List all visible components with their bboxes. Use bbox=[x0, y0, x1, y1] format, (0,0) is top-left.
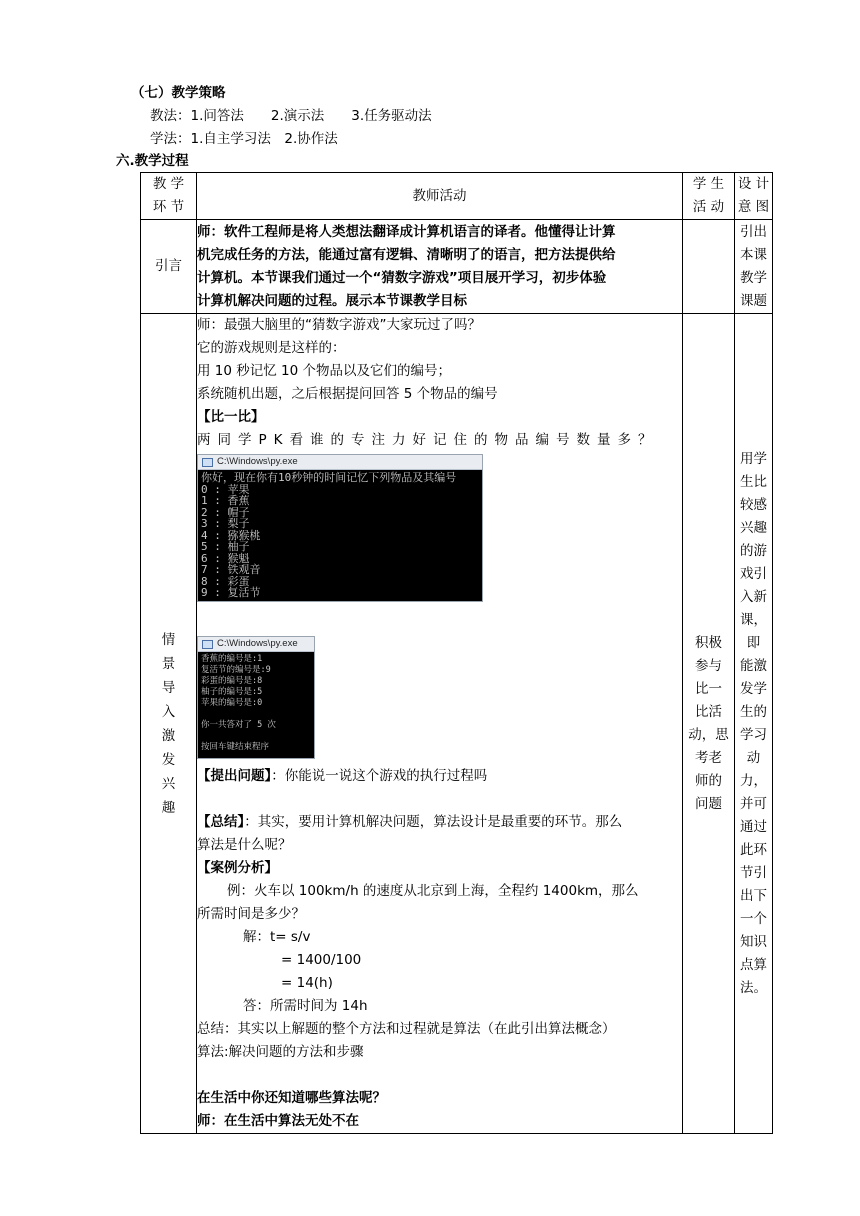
conclusion-line: 算法:解决问题的方法和步骤 bbox=[197, 1044, 364, 1060]
purpose-line: 用学 bbox=[740, 450, 767, 467]
section-heading-strategy: （七）教学策略 bbox=[131, 85, 226, 101]
intro-line: 它的游戏规则是这样的： bbox=[197, 340, 346, 356]
student-line: 问题 bbox=[695, 795, 722, 812]
header-purpose-line1: 设 计 bbox=[737, 176, 770, 192]
student-line: 动，思 bbox=[688, 726, 729, 743]
case-line: 所需时间是多少？ bbox=[197, 906, 305, 922]
stage-char: 兴 bbox=[161, 775, 176, 792]
header-student-activity bbox=[683, 173, 735, 220]
console-line: 8 : 彩蛋 bbox=[201, 574, 250, 588]
console-line: 4 : 猕猴桃 bbox=[201, 528, 261, 542]
summary-text: ：其实，要用计算机解决问题，算法设计是最重要的环节。那么 bbox=[244, 814, 623, 830]
console-body bbox=[198, 652, 314, 755]
stage-char: 趣 bbox=[161, 799, 176, 816]
console-line: 柚子的编号是:5 bbox=[201, 687, 263, 697]
stage-intro: 引言 bbox=[141, 220, 197, 314]
header-student-line1: 学 生 bbox=[692, 176, 725, 192]
blank-line bbox=[197, 788, 682, 811]
console-line: 7 : 铁观音 bbox=[201, 563, 261, 576]
summary-line bbox=[197, 811, 682, 834]
table-header-row bbox=[141, 173, 773, 220]
intro-line: 系统随机出题，之后根据提问回答 5 个物品的编号 bbox=[197, 386, 498, 402]
header-stage bbox=[141, 173, 197, 220]
console-line: 苹果的编号是:0 bbox=[201, 698, 263, 708]
console-title: C:\Windows\py.exe bbox=[217, 638, 298, 649]
student-line: 参与 bbox=[695, 657, 722, 674]
stage-char: 情 bbox=[161, 631, 176, 648]
intro-line: 计算机解决问题的过程。展示本节课教学目标 bbox=[197, 292, 467, 309]
stage-char: 激 bbox=[161, 727, 176, 744]
window-icon bbox=[202, 458, 213, 467]
purpose-line: 一个 bbox=[740, 910, 767, 927]
stage-char: 景 bbox=[161, 655, 176, 672]
console-line bbox=[201, 709, 311, 720]
intro-line: 师：软件工程师是将人类想法翻译成计算机语言的译者。他懂得让计算 bbox=[197, 223, 616, 240]
console-line: 1 : 香蕉 bbox=[201, 494, 250, 507]
purpose-line: 入新 bbox=[740, 588, 767, 605]
purpose-line: 点算 bbox=[740, 956, 767, 973]
header-purpose-line2: 意 图 bbox=[737, 199, 770, 215]
spacer bbox=[197, 602, 682, 636]
header-stage-line2: 环 节 bbox=[152, 199, 185, 215]
header-teacher-activity: 教师活动 bbox=[197, 173, 683, 220]
purpose-line: 兴趣 bbox=[740, 519, 767, 536]
console-line: 香蕉的编号是:1 bbox=[201, 654, 263, 664]
blank-line bbox=[197, 1064, 682, 1087]
purpose-line: 知识 bbox=[740, 933, 767, 950]
intro-design-purpose bbox=[735, 220, 773, 314]
console-line: 2 : 帽子 bbox=[201, 505, 250, 519]
intro-line: 师：最强大脑里的“猜数字游戏”大家玩过了吗？ bbox=[197, 317, 481, 333]
life-question: 在生活中你还知道哪些算法呢？ bbox=[197, 1090, 386, 1106]
stage-scenario bbox=[141, 314, 197, 1134]
purpose-line: 并可 bbox=[740, 795, 767, 812]
purpose-line: 生比 bbox=[740, 473, 767, 490]
purpose-line: 出下 bbox=[740, 887, 767, 904]
student-line: 比活 bbox=[695, 703, 722, 720]
intro-line: 用 10 秒记忆 10 个物品以及它们的编号； bbox=[197, 363, 452, 379]
answer-line: 答：所需时间为 14h bbox=[243, 998, 368, 1014]
conclusion-line: 总结：其实以上解题的整个方法和过程就是算法（在此引出算法概念） bbox=[197, 1021, 616, 1037]
console-line: 3 : 梨子 bbox=[201, 517, 250, 530]
header-design-purpose bbox=[735, 173, 773, 220]
console-line: 复活节的编号是:9 bbox=[201, 665, 271, 675]
console-window-answers bbox=[197, 636, 315, 759]
console-line: 6 : 猴魁 bbox=[201, 551, 250, 565]
console-line: 你一共答对了 5 次 bbox=[201, 720, 276, 730]
stage-char: 发 bbox=[161, 751, 176, 768]
purpose-line: 课，即 bbox=[740, 611, 767, 651]
solution-line: = 1400/100 bbox=[281, 952, 362, 968]
console-line: 彩蛋的编号是:8 bbox=[201, 676, 263, 686]
teacher-final: 师：在生活中算法无处不在 bbox=[197, 1113, 359, 1129]
console-titlebar bbox=[198, 455, 482, 470]
console-line: 按回车键结束程序 bbox=[201, 742, 270, 752]
learning-methods: 学法：1.自主学习法 2.协作法 bbox=[150, 131, 338, 147]
intro-teacher-activity bbox=[197, 220, 683, 314]
purpose-line: 课题 bbox=[740, 292, 767, 309]
purpose-line: 的游 bbox=[740, 542, 767, 559]
compare-text: 两同学PK看谁的专注力好记住的物品编号数量多？ bbox=[197, 432, 659, 448]
purpose-line: 通过 bbox=[740, 818, 767, 835]
stage-char: 导 bbox=[161, 679, 176, 696]
teaching-process-table bbox=[140, 172, 773, 1134]
purpose-line: 学习 bbox=[740, 726, 767, 743]
question-text: ：你能说一说这个游戏的执行过程吗 bbox=[271, 768, 488, 784]
case-heading: 【案例分析】 bbox=[197, 860, 278, 876]
intro-line: 机完成任务的方法，能通过富有逻辑、清晰明了的语言，把方法提供给 bbox=[197, 246, 616, 263]
section-heading-process: 六.教学过程 bbox=[116, 153, 189, 169]
student-line: 师的 bbox=[695, 772, 722, 789]
question-label: 【提出问题】 bbox=[197, 768, 272, 784]
purpose-line: 教学 bbox=[740, 269, 767, 286]
purpose-line: 戏引 bbox=[740, 565, 767, 582]
header-stage-line1: 教 学 bbox=[152, 176, 185, 192]
console-line: 你好，现在你有10秒钟的时间记忆下列物品及其编号 bbox=[201, 471, 457, 484]
table-row-intro bbox=[141, 220, 773, 314]
teaching-methods: 教法：1.问答法 2.演示法 3.任务驱动法 bbox=[150, 108, 432, 124]
purpose-line: 发学 bbox=[740, 680, 767, 697]
purpose-line: 法。 bbox=[740, 979, 767, 996]
header-student-line2: 活 动 bbox=[692, 199, 725, 215]
question-line bbox=[197, 765, 682, 788]
console-body bbox=[198, 470, 482, 601]
console-line: 9 : 复活节 bbox=[201, 586, 261, 599]
solution-line: 解：t= s/v bbox=[243, 929, 311, 945]
purpose-line: 引出 bbox=[740, 223, 767, 240]
stage-char: 入 bbox=[161, 703, 176, 720]
compare-heading: 【比一比】 bbox=[197, 409, 265, 425]
purpose-line: 节引 bbox=[740, 864, 767, 881]
purpose-line: 本课 bbox=[740, 246, 767, 263]
console-line: 5 : 柚子 bbox=[201, 540, 250, 553]
purpose-line: 能激 bbox=[740, 657, 767, 674]
case-line: 例：火车以 100km/h 的速度从北京到上海，全程约 1400km，那么 bbox=[227, 883, 639, 899]
console-titlebar bbox=[198, 637, 314, 652]
purpose-line: 生的 bbox=[740, 703, 767, 720]
student-line: 比一 bbox=[695, 680, 722, 697]
summary-line-2: 算法是什么呢？ bbox=[197, 837, 292, 853]
purpose-line: 动力， bbox=[740, 749, 767, 789]
scenario-design-purpose bbox=[735, 314, 773, 1134]
scenario-student-activity bbox=[683, 314, 735, 1134]
console-window-memory bbox=[197, 454, 483, 602]
purpose-line: 较感 bbox=[740, 496, 767, 513]
console-title: C:\Windows\py.exe bbox=[217, 456, 298, 467]
solution-line: = 14(h) bbox=[281, 975, 333, 991]
window-icon bbox=[202, 640, 213, 649]
student-line: 积极 bbox=[695, 634, 722, 651]
console-line bbox=[201, 731, 311, 742]
purpose-line: 此环 bbox=[740, 841, 767, 858]
table-row-scenario bbox=[141, 314, 773, 1134]
console-line: 0 : 苹果 bbox=[201, 482, 250, 496]
student-line: 考老 bbox=[695, 749, 722, 766]
scenario-teacher-activity bbox=[197, 314, 683, 1134]
intro-line: 计算机。本节课我们通过一个“猜数字游戏”项目展开学习，初步体验 bbox=[197, 269, 607, 286]
summary-label: 【总结】 bbox=[197, 814, 245, 830]
intro-student-activity bbox=[683, 220, 735, 314]
